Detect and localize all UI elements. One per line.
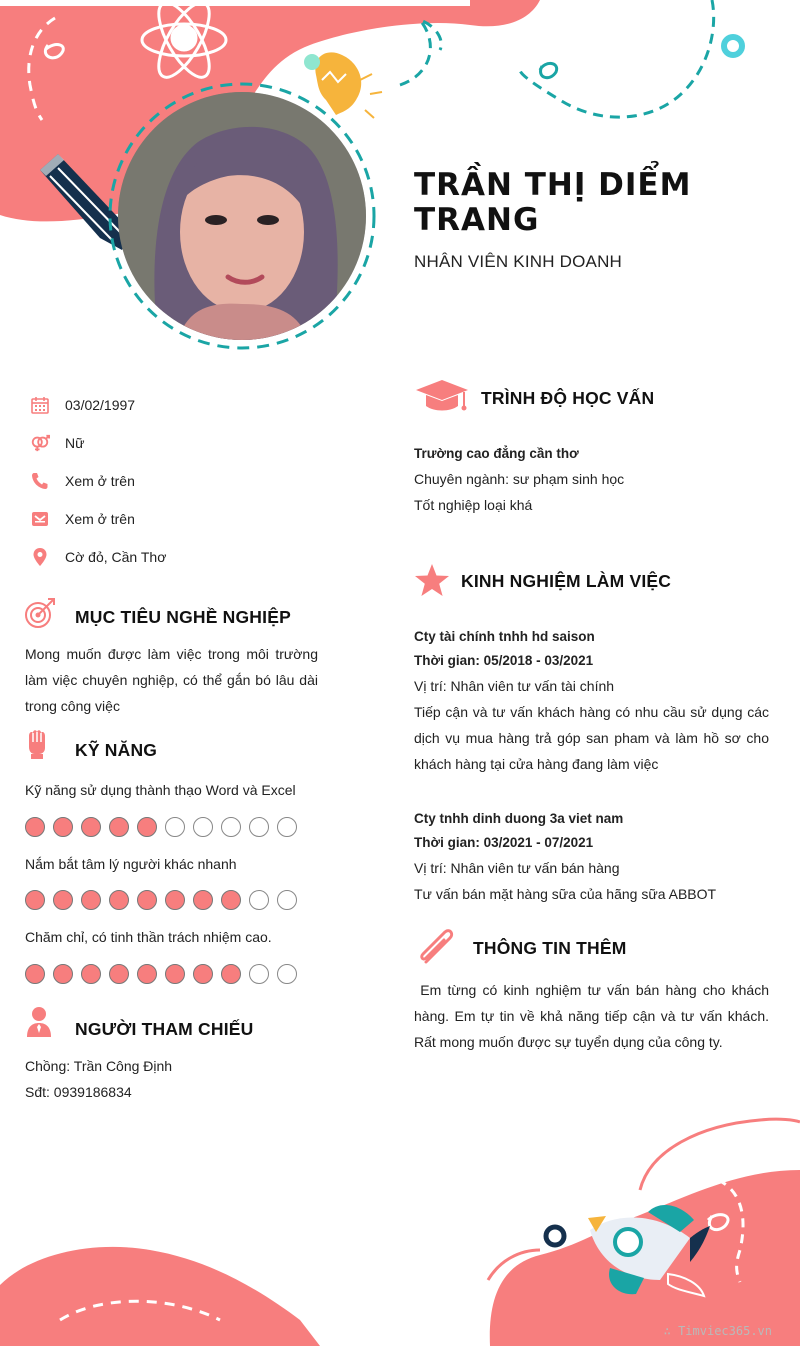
reference-title: NGƯỜI THAM CHIẾU — [75, 1019, 254, 1039]
rating-dot-filled — [25, 890, 45, 910]
skills-title: KỸ NĂNG — [75, 740, 158, 760]
reference-name: Chồng: Trần Công Định — [25, 1058, 173, 1074]
skill-label: Kỹ năng sử dụng thành thạo Word và Excel — [25, 782, 296, 798]
experience-title: KINH NGHIỆM LÀM VIỆC — [461, 571, 672, 591]
skill-rating — [25, 890, 297, 910]
rating-dot-filled — [53, 890, 73, 910]
job-company: Cty tài chính tnhh hd saison — [414, 629, 595, 644]
rating-dot-filled — [165, 964, 185, 984]
skill-label: Nắm bắt tâm lý người khác nhanh — [25, 856, 237, 872]
rating-dot-filled — [221, 890, 241, 910]
education-title: TRÌNH ĐỘ HỌC VẤN — [481, 388, 655, 408]
rating-dot-filled — [137, 964, 157, 984]
education-school: Trường cao đẳng cần thơ — [414, 446, 579, 461]
contact-birthday — [30, 386, 330, 424]
job-period: Thời gian: 03/2021 - 07/2021 — [414, 835, 594, 850]
contact-email — [30, 500, 330, 538]
email-icon — [30, 509, 50, 529]
email-value: Xem ở trên — [65, 511, 135, 527]
rating-dot-filled — [81, 817, 101, 837]
rating-dot-filled — [53, 964, 73, 984]
job-title: NHÂN VIÊN KINH DOANH — [414, 252, 623, 271]
job-position: Vị trí: Nhân viên tư vấn bán hàng — [414, 860, 620, 876]
location-pin-icon — [30, 547, 50, 567]
rating-dot-empty — [277, 964, 297, 984]
phone-icon — [30, 471, 50, 491]
rating-dot-empty — [193, 817, 213, 837]
rating-dot-filled — [109, 890, 129, 910]
fist-icon — [25, 728, 49, 765]
gender-icon — [30, 433, 50, 453]
graduation-cap-icon — [414, 378, 470, 419]
education-grade: Tốt nghiệp loại khá — [414, 497, 533, 513]
rating-dot-filled — [193, 964, 213, 984]
profile-photo — [118, 92, 366, 340]
candidate-name: TRẦN THỊ DIỂM TRANG — [414, 167, 692, 238]
job-position: Vị trí: Nhân viên tư vấn tài chính — [414, 678, 615, 694]
rating-dot-filled — [109, 964, 129, 984]
rating-dot-filled — [137, 817, 157, 837]
rating-dot-filled — [25, 817, 45, 837]
job-description: Tư vấn bán mặt hàng sữa của hãng sữa ABBOT — [414, 886, 717, 902]
contact-address — [30, 538, 330, 576]
target-icon — [24, 596, 58, 635]
skill-rating — [25, 964, 297, 984]
contact-gender — [30, 424, 330, 462]
calendar-icon — [30, 395, 50, 415]
paperclip-icon — [416, 926, 458, 973]
address-value: Cờ đỏ, Cần Thơ — [65, 549, 167, 565]
objective-text: Mong muốn được làm việc trong môi trường làm việc chuyên nghiệp, có thể gắn bó lâu dài trong công việc — [25, 646, 318, 714]
rating-dot-empty — [277, 817, 297, 837]
rating-dot-filled — [53, 817, 73, 837]
rating-dot-filled — [81, 964, 101, 984]
rating-dot-empty — [249, 964, 269, 984]
phone-value: Xem ở trên — [65, 473, 135, 489]
watermark: ∴ Timviec365.vn — [663, 1324, 772, 1338]
rating-dot-filled — [137, 890, 157, 910]
additional-text: Em từng có kinh nghiệm tư vấn bán hàng cho khách hàng. Em tự tin về khả năng tiếp cận và tư vấn khách. Rất mong muốn được sự tuyển dụng của công ty. — [414, 982, 773, 1050]
objective-title: MỤC TIÊU NGHỀ NGHIỆP — [75, 607, 291, 627]
birthday-value: 03/02/1997 — [65, 397, 136, 413]
job-company: Cty tnhh dinh duong 3a viet nam — [414, 811, 624, 826]
person-icon — [25, 1005, 53, 1042]
rating-dot-filled — [25, 964, 45, 984]
rating-dot-filled — [165, 890, 185, 910]
star-icon — [414, 563, 450, 602]
rating-dot-empty — [249, 817, 269, 837]
rating-dot-empty — [221, 817, 241, 837]
rating-dot-empty — [165, 817, 185, 837]
gender-value: Nữ — [65, 435, 85, 451]
rating-dot-empty — [277, 890, 297, 910]
additional-title: THÔNG TIN THÊM — [473, 938, 627, 958]
rating-dot-filled — [193, 890, 213, 910]
education-major: Chuyên ngành: sư phạm sinh học — [414, 471, 625, 487]
skill-rating — [25, 817, 297, 837]
contact-list — [30, 386, 330, 576]
reference-phone: Sđt: 0939186834 — [25, 1084, 132, 1100]
rating-dot-filled — [81, 890, 101, 910]
contact-phone — [30, 462, 330, 500]
skill-label: Chăm chỉ, có tinh thần trách nhiệm cao. — [25, 929, 272, 945]
job-description: Tiếp cận và tư vấn khách hàng có nhu cầu sử dụng các dịch vụ mua hàng trả góp san pham và làm hồ sơ cho khách hàng tại cửa hàng đang làm việc — [414, 704, 769, 772]
rating-dot-filled — [109, 817, 129, 837]
rating-dot-filled — [221, 964, 241, 984]
job-period: Thời gian: 05/2018 - 03/2021 — [414, 653, 594, 668]
rating-dot-empty — [249, 890, 269, 910]
